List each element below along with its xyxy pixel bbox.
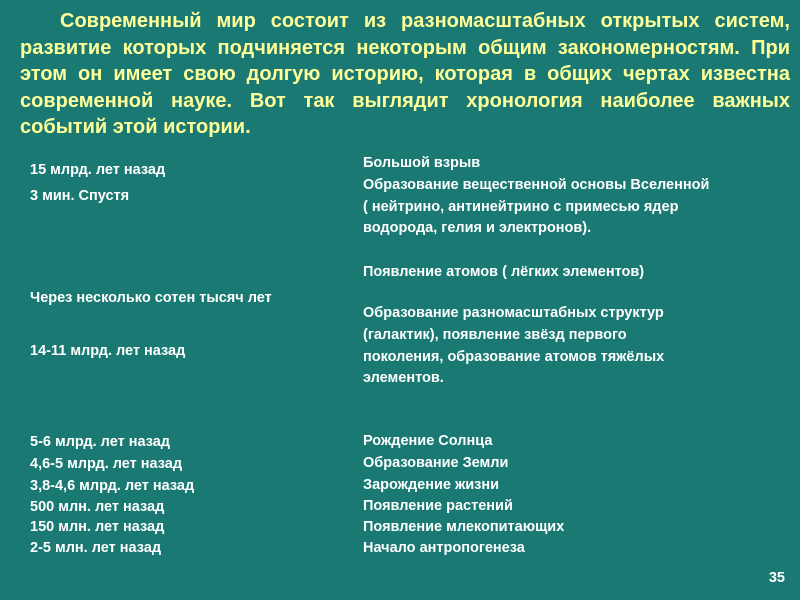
- timeline-date: 150 млн. лет назад: [30, 519, 165, 535]
- timeline-date: 4,6-5 млрд. лет назад: [30, 456, 183, 472]
- timeline-event: Рождение Солнца: [363, 433, 493, 449]
- page-number: 35: [768, 570, 785, 586]
- timeline-event: водорода, гелия и электронов).: [363, 220, 592, 236]
- timeline-event: Образование вещественной основы Вселенной: [363, 177, 710, 193]
- timeline-date: Через несколько сотен тысяч лет: [30, 290, 272, 306]
- timeline-event: Образование Земли: [363, 455, 509, 471]
- timeline-date: 15 млрд. лет назад: [30, 162, 166, 178]
- timeline-event: (галактик), появление звёзд первого: [363, 327, 627, 343]
- timeline-date: 3,8-4,6 млрд. лет назад: [30, 478, 195, 494]
- timeline-event: Появление растений: [363, 498, 513, 514]
- timeline-date: 5-6 млрд. лет назад: [30, 434, 170, 450]
- timeline-event: Появление атомов ( лёгких элементов): [363, 264, 645, 280]
- timeline-date: 3 мин. Спустя: [30, 188, 130, 204]
- timeline-date: 2-5 млн. лет назад: [30, 540, 162, 556]
- timeline-event: ( нейтрино, антинейтрино с примесью ядер: [363, 199, 679, 215]
- timeline-event: Большой взрыв: [363, 155, 481, 171]
- timeline-event: элементов.: [363, 370, 444, 386]
- timeline-event: Зарождение жизни: [363, 477, 500, 493]
- timeline-event: Появление млекопитающих: [363, 519, 565, 535]
- intro-paragraph: Современный мир состоит из разномасштабных открытых систем, развитие которых подчиняется некоторым общим закономерностям. При этом он имеет свою долгую историю, которая в общих чертах известна современной науке. Вот так выглядит хронология наиболее важных событий этой истории.: [20, 10, 790, 138]
- timeline-event: поколения, образование атомов тяжёлых: [363, 349, 665, 365]
- timeline-date: 14-11 млрд. лет назад: [30, 343, 186, 359]
- timeline-event: Образование разномасштабных структур: [363, 305, 664, 321]
- timeline-date: 500 млн. лет назад: [30, 499, 165, 515]
- timeline-event: Начало антропогенеза: [363, 540, 525, 556]
